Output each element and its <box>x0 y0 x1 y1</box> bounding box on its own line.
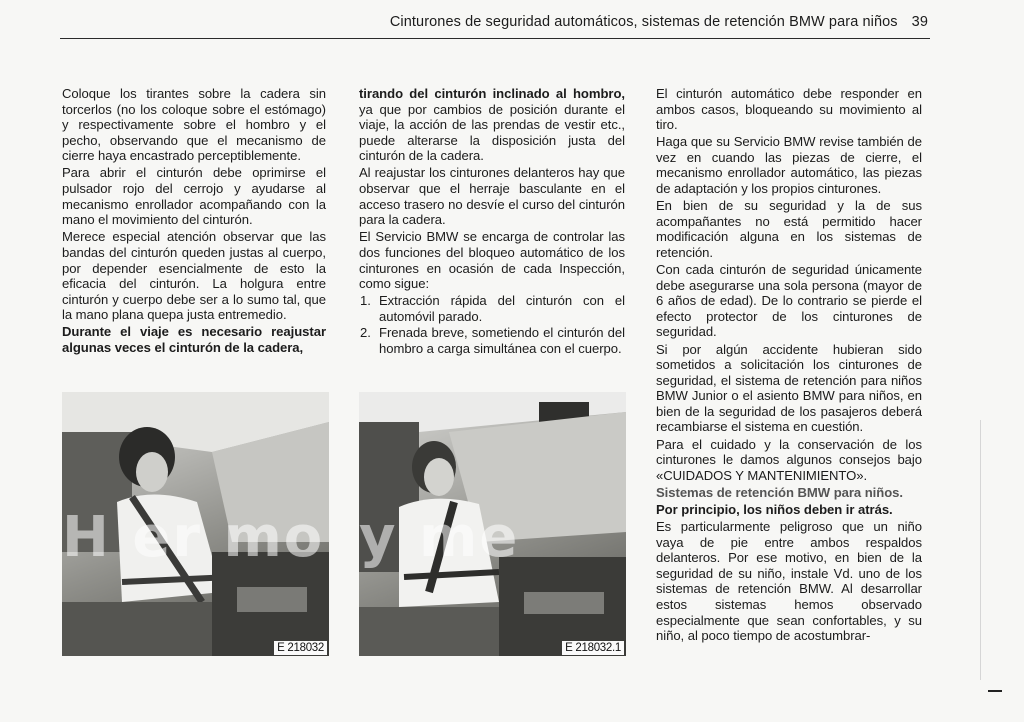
col1-paragraph-3: Merece especial atención observar que las bandas del cinturón queden justas al cuerpo, por depender esencialmente de esto la eficacia del cinturón. La holgura entre cinturón y cuerpo debe ser a lo sumo tal, que la mano plana quepa justa entremedio. <box>62 229 326 323</box>
column-2 <box>359 86 625 358</box>
page-edge-mark <box>980 420 993 680</box>
header-title: Cinturones de seguridad automáticos, sistemas de retención BMW para niños <box>389 14 898 30</box>
header-rule <box>60 38 930 39</box>
col1-paragraph-1: Coloque los tirantes sobre la cadera sin torcerlos (no los coloque sobre el estómago) y respectivamente sobre el hombro y el pecho, observando que el mecanismo de cierre haya encastrado perceptiblemente. <box>62 86 326 164</box>
column-3 <box>656 86 922 645</box>
col3-paragraph-2: Haga que su Servicio BMW revise también de vez en cuando las piezas de cierre, el mecanismo enrollador automático, las piezas de adaptación y los propios cinturones. <box>656 134 922 197</box>
col3-paragraph-3: En bien de su seguridad y la de sus acompañantes no está permitido hacer modificación alguna en los sistemas de retención. <box>656 198 922 260</box>
section-subheading: Por principio, los niños deben ir atrás. <box>656 501 893 517</box>
list-number: 2. <box>360 325 371 341</box>
col3-paragraph-6: Para el cuidado y la conservación de los cinturones le damos algunos consejos bajo «CUIDADOS Y MANTENIMIENTO». <box>656 436 922 483</box>
list-item <box>359 293 625 324</box>
photo-right-code: E 218032.1 <box>562 641 624 655</box>
column-1 <box>62 86 326 357</box>
col2-paragraph-3: El Servicio BMW se encarga de controlar las dos funciones del bloqueo automático de los cinturones en ocasión de cada Inspección, como sigue: <box>359 229 625 292</box>
col2-paragraph-2: Al reajustar los cinturones delanteros hay que observar que el herraje basculante en el acceso trasero no desvíe el curso del cinturón para la cadera. <box>359 165 625 228</box>
col1-paragraph-2: Para abrir el cinturón debe oprimirse el pulsador rojo del cerrojo y ayudarse al mecanismo enrollador acompañando con la mano el movimiento del cinturón. <box>62 165 326 228</box>
col2-bold-lead: tirando del cinturón inclinado al hombro, <box>359 86 625 101</box>
list-number: 1. <box>360 293 371 309</box>
list-item <box>359 325 625 356</box>
list-text: Frenada breve, sometiendo el cinturón del hombro a carga simultánea con el cuerpo. <box>379 325 625 356</box>
watermark-right: y me <box>359 505 520 570</box>
list-text: Extracción rápida del cinturón con el automóvil parado. <box>379 293 625 324</box>
col3-paragraph-5: Si por algún accidente hubieran sido sometidos a solicitación los cinturones de seguridad, el sistema de retención para niños BMW Junior o el asiento BMW para niños, en bien de la seguridad de los pasajeros deberá recambiarse el sistema en cuestión. <box>656 341 922 435</box>
photo-left-code: E 218032 <box>274 641 327 655</box>
col1-paragraph-4: Durante el viaje es necesario reajustar algunas veces el cinturón de la cadera, <box>62 324 326 355</box>
col2-paragraph-1 <box>359 86 625 164</box>
col3-paragraph-1: El cinturón automático debe responder en ambos casos, bloqueando su movimiento al tiro. <box>656 86 922 133</box>
page-number: 39 <box>911 14 928 30</box>
col3-paragraph-7: Es particularmente peligroso que un niño vaya de pie entre ambos respaldos delanteros. Por ese motivo, en bien de la seguridad de su niño, instale Vd. uno de los sistemas de retención BMW. Al desarrollar estos sistemas hemos observado especialmente que sean confortables, y su niño, al poco tiempo de acostumbrar- <box>656 519 922 644</box>
watermark-left: H er mo <box>62 505 325 570</box>
col3-paragraph-4: Con cada cinturón de seguridad únicamente debe asegurarse una sola persona (mayor de 6 años de edad). De lo contrario se pierde el efecto protector de los cinturones de seguridad. <box>656 262 922 340</box>
inspection-list <box>359 293 625 356</box>
page-edge-dash <box>988 690 1002 692</box>
section-heading: Sistemas de retención BMW para niños. <box>656 484 903 500</box>
col2-paragraph-1-rest: ya que por cambios de posición durante el viaje, la acción de las prendas de vestir etc., puede alterarse la disposición justa del cinturón de la cadera. <box>359 101 625 164</box>
running-header <box>60 14 928 34</box>
